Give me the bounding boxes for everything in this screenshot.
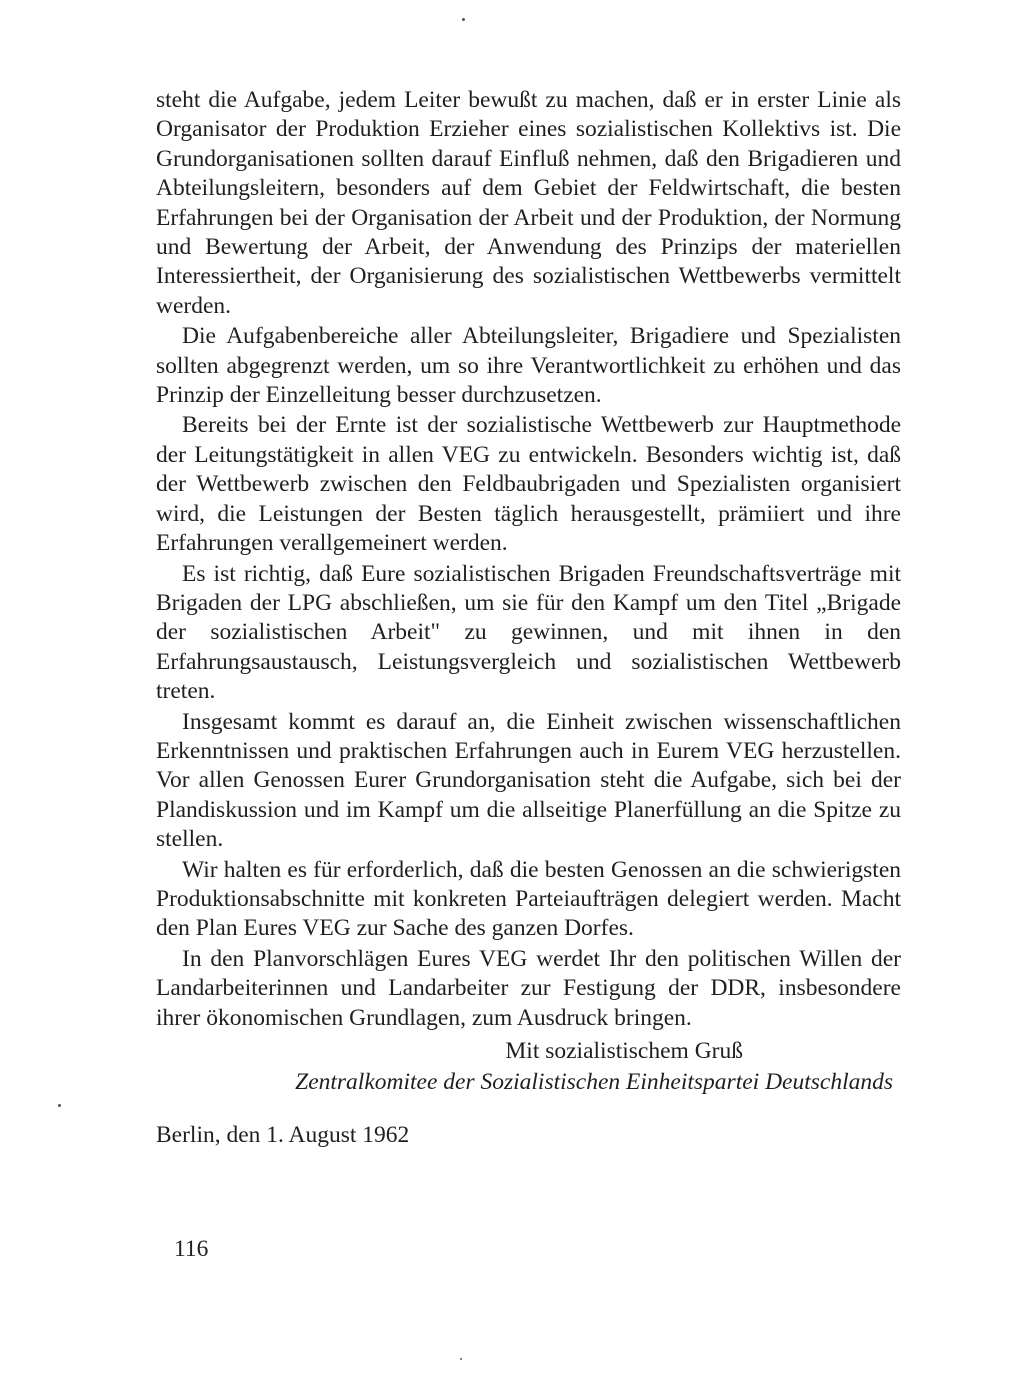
scan-speck [58,1104,61,1107]
paragraph: Wir halten es für erforderlich, daß die besten Genossen an die schwierigsten Produktionsabschnitte mit konkreten Parteiaufträgen delegiert werden. Macht den Plan Eures VEG zur Sache des ganzen Dorfes. [156,856,901,942]
paragraph: Bereits bei der Ernte ist der sozialistische Wettbewerb zur Hauptmethode der Leitungstätigkeit in allen VEG zu entwickeln. Besonders wichtig ist, daß der Wettbewerb zwischen den Feldbaubrigaden und Spezialisten organisiert wird, die Leistungen der Besten täglich herausgestellt, prämiiert und ihre Erfahrungen verallgemeinert werden. [156,412,901,557]
scan-speck [462,18,465,21]
paragraph: Insgesamt kommt es darauf an, die Einheit zwischen wissenschaftlichen Erkenntnissen und praktischen Erfahrungen auch in Eurem VEG herzustellen. Vor allen Genossen Eurer Grundorganisation steht die Aufgabe, sich bei der Plandiskussion und im Kampf um die allseitige Planerfüllung an die Spitze zu stellen. [156,708,901,853]
paragraph: Es ist richtig, daß Eure sozialistischen Brigaden Freundschaftsverträge mit Brigaden der LPG abschließen, um sie für den Kampf um den Titel „Brigade der sozialistischen Arbeit" zu gewinnen, und mit ihnen in den Erfahrungsaustausch, Leistungsvergleich und sozialistischen Wettbewerb treten. [156,560,901,705]
paragraph: steht die Aufgabe, jedem Leiter bewußt zu machen, daß er in erster Linie als Organisator der Produktion Erzieher eines sozialistischen Kollektivs ist. Die Grundorganisationen sollten darauf Einfluß nehmen, daß den Brigadieren und Abteilungsleitern, besonders auf dem Gebiet der Feldwirtschaft, die besten Erfahrungen bei der Organisation der Arbeit und der Produktion, der Normung und Bewertung der Arbeit, der Anwendung des Prinzips der materiellen Interessiertheit, der Organisierung des sozialistischen Wettbewerbs vermittelt werden. [156,87,901,319]
scan-speck [460,1358,462,1360]
page-number: 116 [174,1236,209,1262]
closing-greeting: Mit sozialistischem Gruß [505,1038,743,1064]
closing-block [156,1036,901,1098]
body-text [156,86,901,1034]
paragraph: In den Planvorschlägen Eures VEG werdet Ihr den politischen Willen der Landarbeiterinnen und Landarbeiter zur Festigung der DDR, insbesondere ihrer ökonomischen Grundlagen, zum Ausdruck bringen. [156,945,901,1031]
paragraph: Die Aufgabenbereiche aller Abteilungsleiter, Brigadiere und Spezialisten sollten abgegrenzt werden, um so ihre Verantwortlichkeit zu erhöhen und das Prinzip der Einzelleitung besser durchzusetzen. [156,323,901,409]
place-date: Berlin, den 1. August 1962 [156,1122,410,1148]
closing-signature: Zentralkomitee der Sozialistischen Einheitspartei Deutschlands [295,1069,893,1095]
